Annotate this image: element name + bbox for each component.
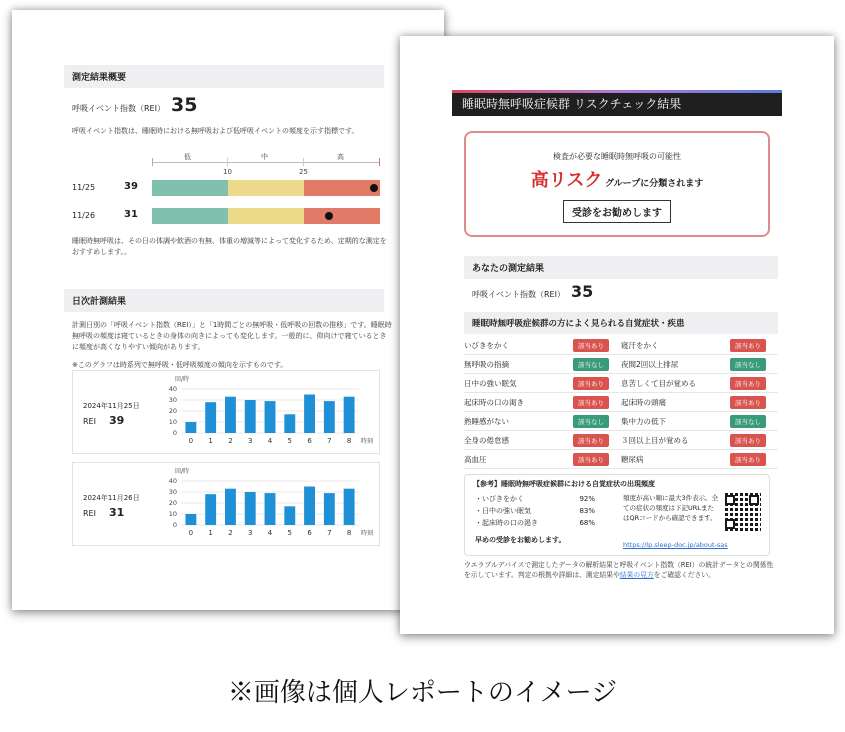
front-rei <box>472 282 593 301</box>
symptom-cell <box>621 415 778 428</box>
bar <box>245 492 256 525</box>
ref-item-pct: 83% <box>579 507 595 515</box>
x-tick-label: 4 <box>267 437 273 445</box>
summary-header: 測定結果概要 <box>64 65 384 88</box>
risk-level: 高リスク <box>530 170 603 191</box>
ref-item-label: ・日中の強い眠気 <box>475 507 531 515</box>
y-tick-label: 0 <box>172 429 177 437</box>
y-tick-label: 0 <box>172 521 177 529</box>
symptom-cell <box>464 358 621 371</box>
bar <box>225 397 236 433</box>
ref-item <box>475 505 595 517</box>
x-tick-label: 0 <box>188 529 194 537</box>
symptom-cell <box>464 434 621 447</box>
bar <box>185 514 196 525</box>
report-page-risk <box>400 36 834 634</box>
gauge-date: 11/25 <box>72 183 96 192</box>
x-tick-label: 2 <box>228 529 233 537</box>
symptom-label: 寝汗をかく <box>621 340 659 350</box>
symptom-badge: 該当なし <box>573 358 609 371</box>
symptom-badge: 該当あり <box>730 339 766 352</box>
bar <box>225 489 236 525</box>
y-tick-label: 10 <box>168 418 177 426</box>
daily-header: 日次計測結果 <box>64 289 384 312</box>
gauge-value: 31 <box>124 209 138 220</box>
x-tick-label: 3 <box>247 437 253 445</box>
symptom-label: いびきをかく <box>464 340 509 350</box>
symptom-cell <box>621 358 778 371</box>
footer-text-b: をご確認ください。 <box>653 571 715 579</box>
symptom-row <box>464 412 778 431</box>
bar <box>324 401 335 433</box>
gauge-segment-low <box>152 208 228 224</box>
y-tick-label: 20 <box>168 407 177 415</box>
ref-side-note: 頻度が高い順に最大3件表示。全ての症状の頻度は下記URLまたはQRコードから確認できます。 <box>623 494 719 522</box>
symptom-badge: 該当なし <box>730 415 766 428</box>
symptom-row <box>464 450 778 469</box>
symptom-label: 日中の強い眠気 <box>464 378 517 388</box>
symptom-badge: 該当あり <box>730 453 766 466</box>
x-tick-label: 4 <box>267 529 273 537</box>
bar <box>245 400 256 433</box>
reference-box <box>464 474 770 556</box>
symptom-label: 集中力の低下 <box>621 416 666 426</box>
symptom-badge: 該当あり <box>573 434 609 447</box>
daily-chart-2 <box>72 462 380 546</box>
symptom-label: 全身の倦怠感 <box>464 435 509 445</box>
scale-tick-25: 25 <box>299 168 308 176</box>
symptom-cell <box>464 377 621 390</box>
ref-items <box>475 493 595 529</box>
measure-header: あなたの測定結果 <box>464 256 778 279</box>
image-caption: ※画像は個人レポートのイメージ <box>227 678 618 708</box>
symptom-badge: 該当あり <box>573 377 609 390</box>
symptom-row <box>464 374 778 393</box>
symptom-badge: 該当あり <box>730 434 766 447</box>
symptom-row <box>464 355 778 374</box>
symptom-label: 糖尿病 <box>621 454 644 464</box>
chart-rei-label: REI <box>83 417 96 426</box>
gauge-marker <box>325 212 333 220</box>
ref-advice: 早めの受診をお勧めします。 <box>475 536 566 544</box>
gauge-segment-high <box>304 180 380 196</box>
front-rei-value: 35 <box>570 282 594 301</box>
symptom-label: 高血圧 <box>464 454 487 464</box>
chart-date: 2024年11月25日 <box>83 402 140 410</box>
ref-url-link[interactable]: https://lp.sleep-doc.jp/about-sas <box>623 541 728 549</box>
bar <box>344 489 355 525</box>
gauge-segment-low <box>152 180 228 196</box>
rei-description: 呼吸イベント指数は、睡眠時における無呼吸および低呼吸イベントの頻度を示す指標です。 <box>72 127 359 135</box>
symptom-label: ３回以上目が覚める <box>621 435 689 445</box>
x-tick-label: 5 <box>287 529 293 537</box>
symptom-badge: 該当なし <box>730 358 766 371</box>
gauge-note: 睡眠時無呼吸は、その日の体調や飲酒の有無、体重の増減等によって変化するため、定期的な測定をおすすめします。。 <box>72 237 387 256</box>
scale-tick-10: 10 <box>223 168 232 176</box>
symptom-cell <box>621 377 778 390</box>
ref-item <box>475 493 595 505</box>
x-axis-label: 時刻 <box>361 530 374 537</box>
x-tick-label: 1 <box>208 437 213 445</box>
symptom-cell <box>621 396 778 409</box>
y-tick-label: 30 <box>168 488 177 496</box>
gauge-segment-high <box>304 208 380 224</box>
symptom-badge: 該当あり <box>573 396 609 409</box>
bar-chart-svg <box>159 371 379 453</box>
x-tick-label: 6 <box>307 437 312 445</box>
x-tick-label: 8 <box>346 437 352 445</box>
symptom-table <box>464 336 778 469</box>
chart-rei-value: 31 <box>109 506 125 519</box>
bar <box>185 422 196 433</box>
x-axis-label: 時刻 <box>361 438 374 445</box>
symptom-badge: 該当あり <box>730 377 766 390</box>
ref-item-pct: 68% <box>579 519 595 527</box>
symptom-label: 起床時の頭痛 <box>621 397 666 407</box>
y-tick-label: 40 <box>168 477 177 485</box>
ref-item-pct: 92% <box>579 495 595 503</box>
daily-description: 計測日別の「呼吸イベント指数（REI）」と「1時間ごとの無呼吸・低呼吸の回数の推移」です。睡眠時無呼吸の頻度は寝ているときの身体の向きによっても変化します。一般的に、仰向けで寝ているときに頻度が高くなりやすい傾向があります。 <box>72 321 392 351</box>
symptom-label: 熟睡感がない <box>464 416 509 426</box>
front-rei-label: 呼吸イベント指数（REI） <box>472 290 565 299</box>
symptom-cell <box>621 434 778 447</box>
symptom-label: 夜間2回以上排尿 <box>621 359 679 369</box>
y-tick-label: 10 <box>168 510 177 518</box>
symptom-label: 無呼吸の指摘 <box>464 359 509 369</box>
y-axis-label: 回/時 <box>175 468 190 475</box>
symptom-cell <box>621 453 778 466</box>
bar <box>284 506 295 525</box>
x-tick-label: 5 <box>287 437 293 445</box>
how-to-read-link[interactable]: 結果の見方 <box>619 571 654 579</box>
risk-suffix: グループに分類されます <box>604 179 704 189</box>
x-tick-label: 7 <box>327 437 332 445</box>
ref-item-label: ・起床時の口の渇き <box>475 519 538 527</box>
symptom-badge: 該当あり <box>573 339 609 352</box>
x-tick-label: 2 <box>228 437 233 445</box>
x-tick-label: 8 <box>346 529 352 537</box>
symptom-label: 息苦しくて目が覚める <box>621 378 696 388</box>
gauge-date: 11/26 <box>72 211 96 220</box>
risk-title: 睡眠時無呼吸症候群 リスクチェック結果 <box>462 97 682 111</box>
bar-chart-svg <box>159 463 379 545</box>
x-tick-label: 7 <box>327 529 332 537</box>
x-tick-label: 3 <box>247 529 253 537</box>
symptom-cell <box>464 339 621 352</box>
risk-title-bar <box>452 90 782 116</box>
symptom-badge: 該当あり <box>573 453 609 466</box>
symptom-badge: 該当なし <box>573 415 609 428</box>
y-tick-label: 40 <box>168 385 177 393</box>
gauge-segment-mid <box>228 180 304 196</box>
chart-rei-value: 39 <box>109 414 125 427</box>
symptom-row <box>464 393 778 412</box>
bar <box>265 401 276 433</box>
bar <box>205 494 216 525</box>
bar <box>344 397 355 433</box>
bar <box>205 402 216 433</box>
chart-date: 2024年11月26日 <box>83 494 140 502</box>
y-tick-label: 30 <box>168 396 177 404</box>
x-tick-label: 1 <box>208 529 213 537</box>
x-tick-label: 0 <box>188 437 194 445</box>
bar <box>304 487 315 526</box>
scale-high: 高 <box>337 153 344 161</box>
symptom-cell <box>464 396 621 409</box>
report-page-daily <box>12 10 444 610</box>
front-footer <box>464 560 780 580</box>
rei-value: 35 <box>170 94 198 116</box>
qr-code <box>723 493 761 531</box>
footer-text-a: ウエラブルデバイスで測定したデータの解析結果と呼吸イベント指数（REI）の統計データとの関係性を示しています。判定の根拠や詳細は、測定結果や <box>464 561 774 579</box>
daily-note: ※このグラフは時系列で無呼吸・低呼吸頻度の傾向を示すものです。 <box>72 361 288 369</box>
bar <box>284 414 295 433</box>
gauge-bar <box>152 208 380 224</box>
bar <box>304 395 315 434</box>
symptom-row <box>464 431 778 450</box>
ref-item-label: ・いびきをかく <box>475 495 524 503</box>
symptoms-header: 睡眠時無呼吸症候群の方によく見られる自覚症状・疾患 <box>464 312 778 334</box>
rei-label: 呼吸イベント指数（REI） <box>72 104 165 113</box>
bar <box>324 493 335 525</box>
symptom-cell <box>464 415 621 428</box>
symptom-badge: 該当あり <box>730 396 766 409</box>
risk-box <box>464 131 770 237</box>
x-tick-label: 6 <box>307 529 312 537</box>
chart-rei-label: REI <box>83 509 96 518</box>
risk-line1: 検査が必要な睡眠時無呼吸の可能性 <box>553 152 681 161</box>
scale-low: 低 <box>184 153 191 161</box>
symptom-cell <box>464 453 621 466</box>
bar <box>265 493 276 525</box>
gauge-bar <box>152 180 380 196</box>
gauge-segment-mid <box>228 208 304 224</box>
symptom-label: 起床時の口の渇き <box>464 397 524 407</box>
y-tick-label: 20 <box>168 499 177 507</box>
scale-mid: 中 <box>261 153 268 161</box>
gauge-value: 39 <box>124 181 138 192</box>
rei-summary <box>72 94 197 116</box>
symptom-cell <box>621 339 778 352</box>
symptom-row <box>464 336 778 355</box>
consult-badge: 受診をお勧めします <box>563 200 671 223</box>
daily-chart-1 <box>72 370 380 454</box>
ref-item <box>475 517 595 529</box>
ref-title: 【参考】睡眠時無呼吸症候群における自覚症状の出現頻度 <box>473 480 655 488</box>
y-axis-label: 回/時 <box>175 376 190 383</box>
